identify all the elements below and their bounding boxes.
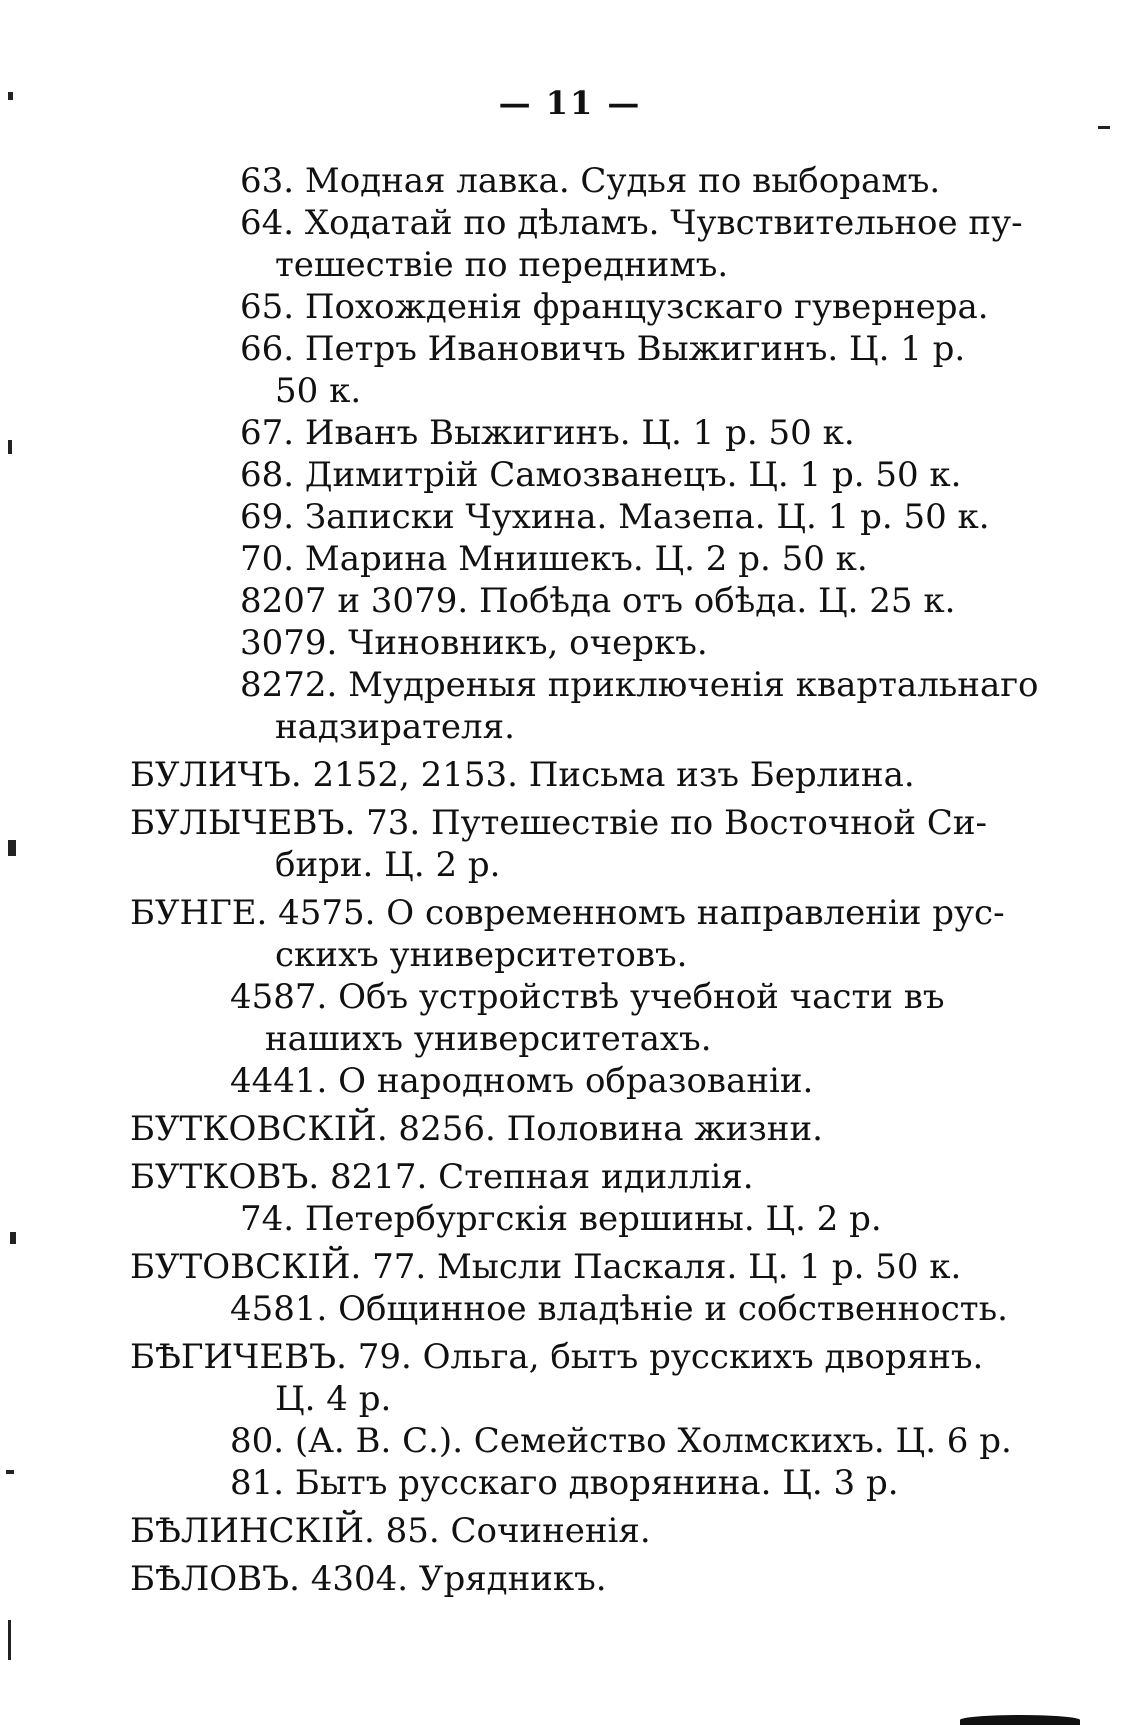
author-entry: БУТОВСКІЙ. 77. Мысли Паскаля. Ц. 1 р. 50 к. [130,1247,962,1287]
author-entry: БУНГЕ. 4575. О современномъ направленіи рус- [130,893,1005,933]
scan-speck [8,840,16,856]
entry-line: 81. Бытъ русскаго дворянина. Ц. 3 р. [230,1463,899,1503]
entry-line: скихъ университетовъ. [275,935,688,975]
entry-line: 4587. Объ устройствѣ учебной части въ [230,977,945,1017]
entry-line: 64. Ходатай по дѣламъ. Чувствительное пу- [240,203,1023,243]
page-number: — 11 — [498,84,642,122]
entry-line: 68. Димитрій Самозванецъ. Ц. 1 р. 50 к. [240,455,962,495]
entry-line: 8207 и 3079. Побѣда отъ обѣда. Ц. 25 к. [240,581,956,621]
entry-line: 66. Петръ Ивановичъ Выжигинъ. Ц. 1 р. [240,329,966,369]
entry-line: Ц. 4 р. [275,1379,392,1419]
entry-line: 74. Петербургскія вершины. Ц. 2 р. [240,1199,882,1239]
entry-line: нашихъ университетахъ. [265,1019,712,1059]
scan-speck [1098,126,1110,129]
entry-line: 50 к. [275,371,362,411]
entry-line: бири. Ц. 2 р. [275,845,501,885]
entry-line: надзирателя. [275,707,515,747]
entry-line: 63. Модная лавка. Судья по выборамъ. [240,161,941,201]
author-entry: БѢГИЧЕВЪ. 79. Ольга, бытъ русскихъ дворянъ. [130,1337,984,1377]
entry-line: 70. Марина Мнишекъ. Ц. 2 р. 50 к. [240,539,868,579]
author-entry: БУЛЫЧЕВЪ. 73. Путешествіе по Восточной Си- [130,803,988,843]
scan-speck [10,1232,16,1244]
scan-speck [8,1620,11,1660]
entry-line: 3079. Чиновникъ, очеркъ. [240,623,708,663]
entry-line: 4441. О народномъ образованіи. [230,1061,814,1101]
author-entry: БУТКОВСКІЙ. 8256. Половина жизни. [130,1109,823,1149]
catalog-entries [130,160,1039,1600]
entry-line: 4581. Общинное владѣніе и собственность. [230,1289,1008,1329]
entry-line: 80. (А. В. С.). Семейство Холмскихъ. Ц. 6 р. [230,1421,1012,1461]
author-entry: БѢЛОВЪ. 4304. Урядникъ. [130,1559,607,1599]
entry-line: тешествіе по переднимъ. [275,245,729,285]
scan-speck [6,1470,14,1474]
scan-speck [8,92,13,100]
entry-line: 65. Похожденія французскаго гувернера. [240,287,989,327]
author-entry: БУЛИЧЪ. 2152, 2153. Письма изъ Берлина. [130,755,915,795]
author-entry: БУТКОВЪ. 8217. Степная идиллія. [130,1157,754,1197]
entry-line: 69. Записки Чухина. Мазепа. Ц. 1 р. 50 к. [240,497,990,537]
entry-line: 67. Иванъ Выжигинъ. Ц. 1 р. 50 к. [240,413,855,453]
entry-line: 8272. Мудреныя приключенія квартальнаго [240,665,1039,705]
scan-speck [8,440,12,454]
scan-mark [960,1715,1080,1725]
author-entry: БѢЛИНСКІЙ. 85. Сочиненія. [130,1511,651,1551]
